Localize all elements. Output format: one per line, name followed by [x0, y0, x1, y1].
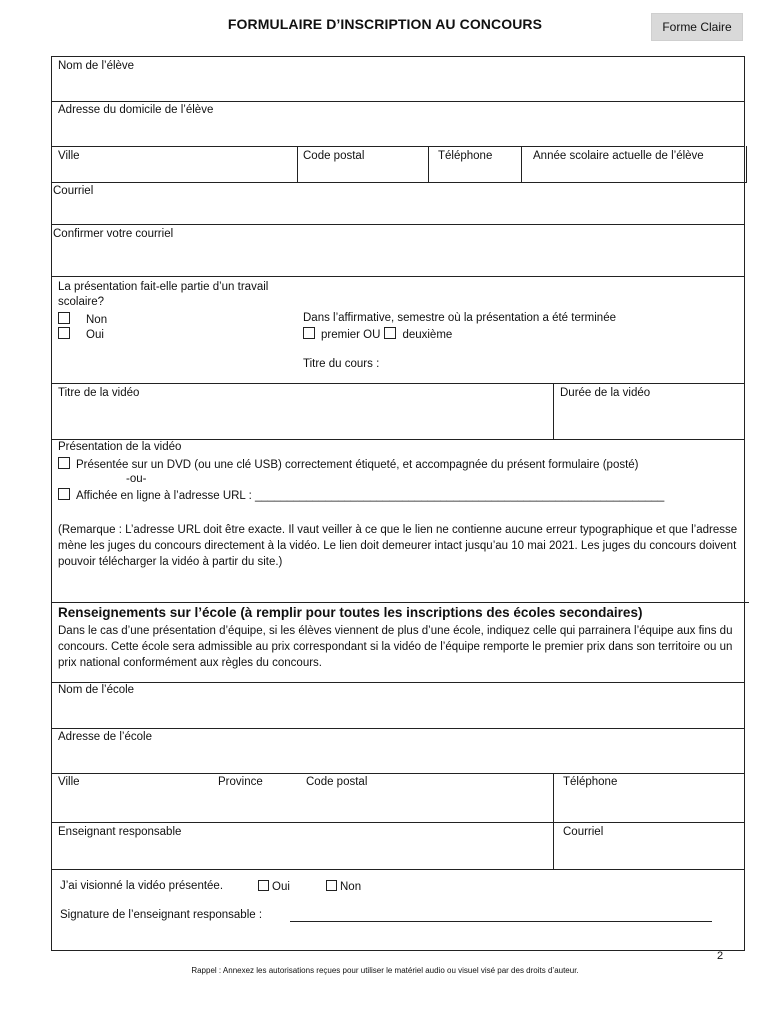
school-name-field[interactable]	[52, 698, 744, 728]
teacher-field[interactable]	[52, 840, 552, 868]
option-yes[interactable]: Oui	[58, 327, 104, 341]
video-viewed-label: J’ai visionné la vidéo présentée.	[60, 880, 224, 892]
student-phone-field[interactable]	[430, 164, 520, 182]
checkbox-viewed-yes[interactable]	[258, 880, 269, 891]
video-title-field[interactable]	[52, 401, 552, 438]
form-title: FORMULAIRE D’INSCRIPTION AU CONCOURS	[227, 16, 543, 32]
student-address-label: Adresse du domicile de l’élève	[58, 104, 214, 116]
school-phone-field[interactable]	[555, 790, 743, 822]
student-phone-label: Téléphone	[438, 150, 493, 162]
clear-form-button[interactable]: Forme Claire	[651, 13, 743, 41]
page-number: 2	[717, 950, 724, 962]
student-year-label: Année scolaire actuelle de l’élève	[533, 150, 704, 162]
checkbox-no[interactable]	[58, 312, 70, 324]
semester-question: Dans l’affirmative, semestre où la présentation a été terminée	[303, 312, 616, 324]
teacher-email-field[interactable]	[555, 840, 743, 868]
viewed-no[interactable]: Non	[326, 880, 361, 893]
student-address-field[interactable]	[52, 118, 744, 146]
student-email-label: Courriel	[53, 185, 94, 197]
form-border-right	[744, 56, 745, 951]
school-address-label: Adresse de l’école	[58, 731, 152, 743]
video-title-label: Titre de la vidéo	[58, 387, 140, 399]
student-city-field[interactable]	[52, 164, 296, 182]
school-address-field[interactable]	[52, 745, 744, 773]
option-no[interactable]: Non	[58, 312, 107, 326]
online-option[interactable]: Affichée en ligne à l’adresse URL : ________________________________________________________________	[58, 488, 664, 502]
school-postal-field[interactable]	[304, 790, 552, 822]
checkbox-yes[interactable]	[58, 327, 70, 339]
school-section-description: Dans le cas d’une présentation d’équipe, si les élèves viennent de plus d’une école, indiquez celle qui parrainera l’équipe aux fins du concours. Cette école sera admissible au prix correspondant si la vidéo de l’équipe remporte le premier prix dans son territoire ou un prix national conformément aux règles du concours.	[58, 625, 733, 669]
url-field[interactable]	[278, 486, 678, 502]
video-presentation-label: Présentation de la vidéo	[58, 441, 182, 453]
student-city-label: Ville	[58, 150, 80, 162]
teacher-email-label: Courriel	[563, 826, 604, 838]
student-name-field[interactable]	[52, 74, 744, 101]
student-postal-label: Code postal	[303, 150, 365, 162]
viewed-yes[interactable]: Oui	[258, 880, 290, 893]
student-year-field[interactable]	[523, 164, 743, 182]
checkbox-second-semester[interactable]	[384, 327, 396, 339]
course-title-field[interactable]	[390, 356, 740, 374]
checkbox-online[interactable]	[58, 488, 70, 500]
school-city-field[interactable]	[52, 790, 212, 822]
or-text: -ou-	[126, 473, 147, 485]
video-duration-label: Durée de la vidéo	[560, 387, 651, 399]
dvd-option[interactable]: Présentée sur un DVD (ou une clé USB) correctement étiqueté, et accompagnée du présent formulaire (posté)	[58, 457, 639, 471]
school-name-label: Nom de l’école	[58, 684, 135, 696]
form-border-top	[51, 56, 745, 57]
school-province-field[interactable]	[214, 790, 302, 822]
confirm-email-label: Confirmer votre courriel	[53, 228, 174, 240]
signature-line[interactable]	[290, 921, 712, 922]
checkbox-viewed-no[interactable]	[326, 880, 337, 891]
course-title-label: Titre du cours :	[303, 358, 380, 370]
form-border-bottom	[51, 950, 745, 951]
footer-reminder: Rappel : Annexez les autorisations reçues pour utiliser le matériel audio ou visuel visé par des droits d’auteur.	[191, 966, 579, 975]
checkbox-first-semester[interactable]	[303, 327, 315, 339]
teacher-label: Enseignant responsable	[58, 826, 182, 838]
student-postal-field[interactable]	[299, 164, 427, 182]
school-postal-label: Code postal	[306, 776, 368, 788]
confirm-email-field[interactable]	[52, 242, 744, 276]
school-section-heading: Renseignements sur l’école (à remplir pour toutes les inscriptions des écoles secondaires)	[58, 605, 643, 620]
school-city-label: Ville	[58, 776, 80, 788]
signature-label: Signature de l’enseignant responsable :	[60, 909, 263, 921]
checkbox-dvd[interactable]	[58, 457, 70, 469]
student-email-field[interactable]	[52, 199, 744, 224]
school-province-label: Province	[218, 776, 263, 788]
semester-options: premier OU deuxième	[303, 327, 452, 341]
school-work-question-cont: scolaire?	[58, 296, 105, 308]
student-name-label: Nom de l’élève	[58, 60, 135, 72]
url-remark: (Remarque : L’adresse URL doit être exacte. Il vaut veiller à ce que le lien ne contienne aucune erreur typographique et que l’adresse mène les juges du concours directement à la vidéo. Le lien doit demeurer intact jusqu’au 10 mai 2021. Les juges du concours doivent pouvoir télécharger la vidéo à partir du site.)	[58, 524, 738, 568]
school-phone-label: Téléphone	[563, 776, 618, 788]
video-duration-field[interactable]	[555, 401, 743, 438]
school-work-question: La présentation fait-elle partie d’un travail	[58, 281, 269, 293]
